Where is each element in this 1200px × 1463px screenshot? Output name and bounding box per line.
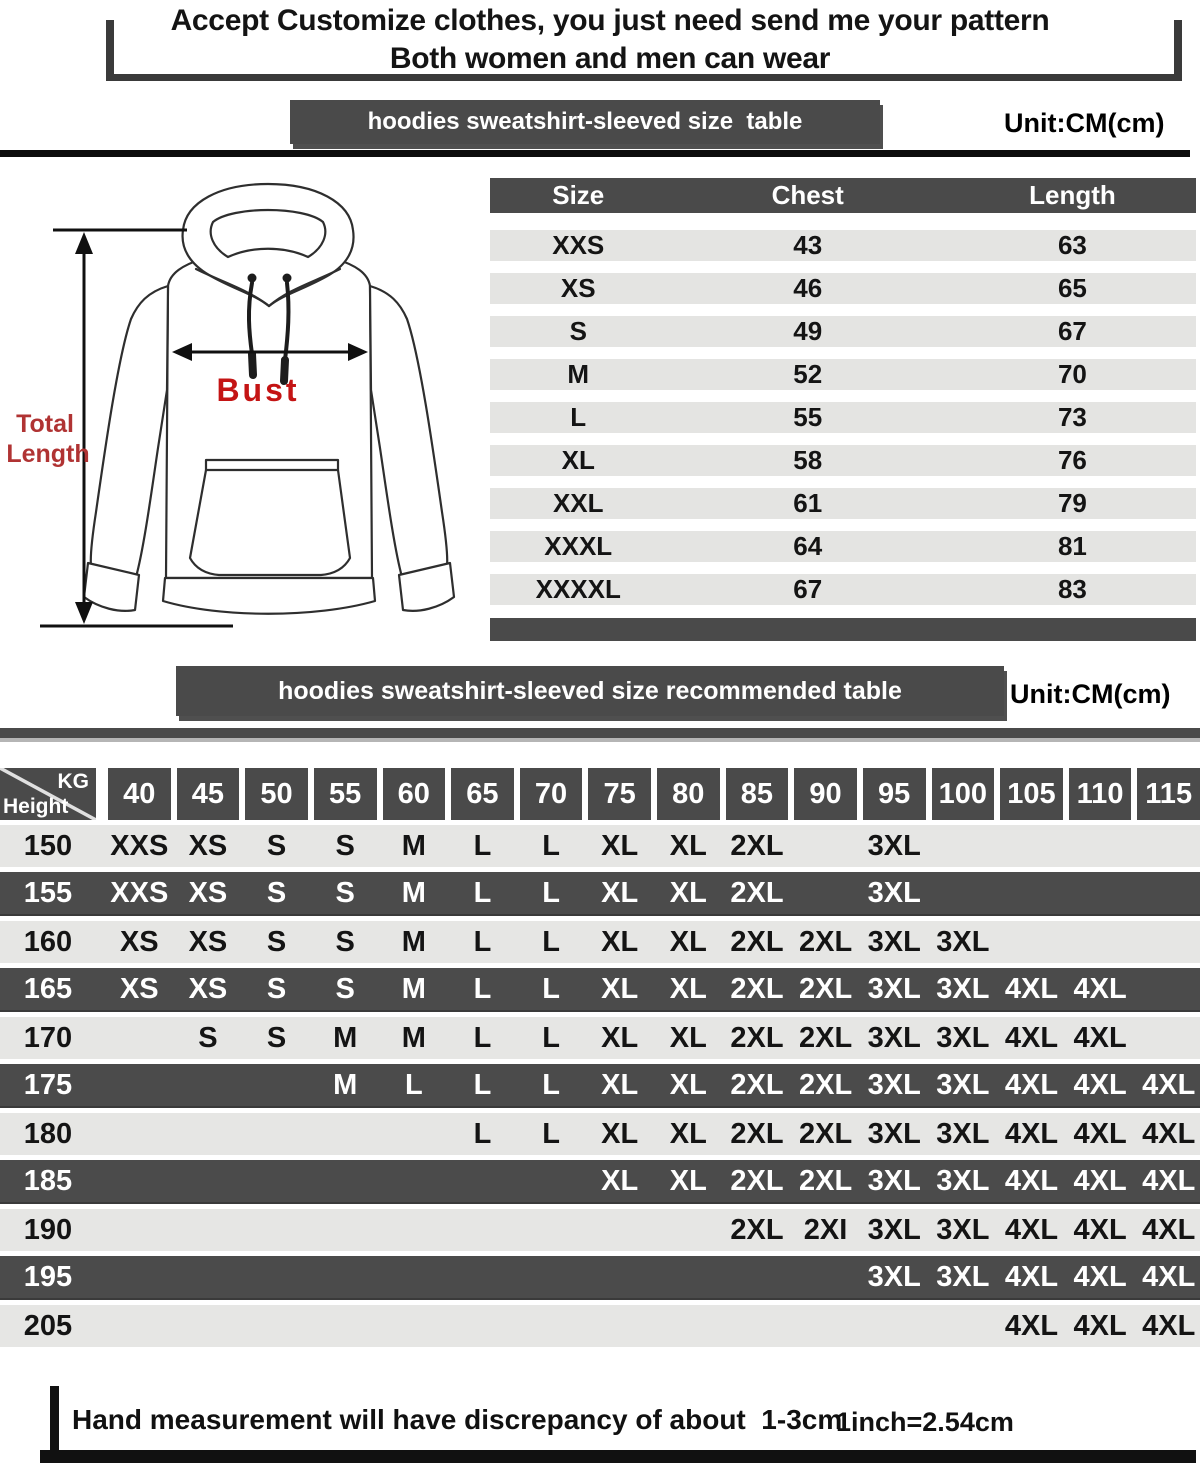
size-table-footer-bar — [490, 618, 1196, 641]
size-cell: 2XL — [798, 926, 853, 958]
size-cell — [1069, 825, 1132, 867]
size-cell — [657, 1256, 720, 1298]
length-cell: 65 — [1057, 273, 1087, 303]
size-cell: XS — [188, 877, 228, 909]
length-cell: 83 — [1057, 574, 1087, 604]
size-cell: XL — [669, 1118, 707, 1150]
table-row — [490, 445, 1196, 476]
weight-header-cell: 65 — [451, 768, 514, 820]
table-row — [0, 1064, 1200, 1108]
size-cell — [726, 1305, 789, 1347]
size-cell — [245, 1113, 308, 1155]
size-cell — [314, 1160, 377, 1202]
size-cell — [1137, 921, 1200, 963]
size-cell: M — [333, 1069, 358, 1101]
recommended-table-unit-label: Unit:CM(cm) — [1010, 679, 1171, 709]
size-cell: XXS — [552, 230, 605, 260]
size-cell — [383, 1305, 446, 1347]
size-cell — [108, 1064, 171, 1106]
size-cell: S — [198, 1022, 218, 1054]
size-cell — [451, 1256, 514, 1298]
size-cell: 2XL — [730, 830, 784, 862]
size-cell: XXS — [110, 830, 169, 862]
table-row — [0, 1113, 1200, 1155]
size-cell — [451, 1160, 514, 1202]
size-cell: 4XL — [1004, 1310, 1059, 1342]
size-cell — [1137, 1017, 1200, 1059]
table-row — [0, 1017, 1200, 1059]
size-cell — [520, 1305, 583, 1347]
size-cell: L — [473, 926, 492, 958]
size-cell — [314, 1305, 377, 1347]
size-cell: 4XL — [1004, 1022, 1059, 1054]
chest-cell: 49 — [793, 316, 823, 346]
length-cell: 81 — [1057, 531, 1087, 561]
size-cell: L — [542, 1022, 560, 1054]
size-cell: 3XL — [867, 1165, 921, 1197]
size-cell: 3XL — [936, 973, 990, 1005]
size-cell: XL — [601, 1022, 639, 1054]
size-cell — [1137, 872, 1200, 914]
size-cell: 4XL — [1142, 1118, 1196, 1150]
recommended-size-table — [0, 768, 1200, 1347]
size-cell — [245, 1160, 308, 1202]
size-cell — [1137, 825, 1200, 867]
size-cell: XL — [601, 1165, 639, 1197]
size-cell — [588, 1256, 651, 1298]
divider-line — [0, 150, 1190, 157]
size-cell: 4XL — [1142, 1310, 1196, 1342]
size-cell — [383, 1209, 446, 1251]
size-cell — [588, 1209, 651, 1251]
size-cell: XL — [669, 877, 707, 909]
size-cell: 3XL — [936, 1069, 990, 1101]
size-cell: 2XL — [730, 1069, 784, 1101]
size-cell — [177, 1160, 240, 1202]
recommended-table-body — [0, 825, 1200, 1347]
weight-header-cell: 70 — [520, 768, 583, 820]
size-cell — [726, 1256, 789, 1298]
chest-cell: 61 — [793, 488, 823, 518]
table-row — [0, 1256, 1200, 1300]
total-length-label-2: Length — [6, 440, 90, 468]
size-cell: M — [333, 1022, 358, 1054]
hoodie-left-sleeve — [91, 286, 168, 577]
height-cell: 165 — [23, 973, 73, 1005]
size-cell: L — [542, 1118, 560, 1150]
size-cell: 3XL — [867, 973, 921, 1005]
size-cell: 4XL — [1073, 1310, 1127, 1342]
size-cell: S — [266, 1022, 287, 1054]
size-cell — [108, 1160, 171, 1202]
size-cell: XL — [669, 973, 707, 1005]
table-row — [0, 1160, 1200, 1204]
size-cell: 3XL — [936, 1261, 990, 1293]
size-cell: 4XL — [1004, 1214, 1059, 1246]
height-cell: 195 — [23, 1261, 73, 1293]
size-cell: S — [569, 316, 587, 346]
weight-header-cell: 40 — [108, 768, 171, 820]
size-cell — [657, 1209, 720, 1251]
size-cell: 2XL — [798, 1022, 853, 1054]
size-cell: S — [335, 973, 355, 1005]
size-cell: 2XL — [798, 1069, 853, 1101]
size-cell: 3XL — [867, 1069, 921, 1101]
size-cell: XL — [601, 973, 639, 1005]
chest-cell: 46 — [793, 273, 823, 303]
size-cell — [108, 1209, 171, 1251]
size-cell: S — [335, 877, 355, 909]
size-cell: 4XL — [1073, 973, 1127, 1005]
size-cell: 2XL — [730, 1165, 784, 1197]
length-cell: 79 — [1057, 488, 1087, 518]
weight-header-cell: 60 — [383, 768, 446, 820]
size-cell: M — [401, 830, 426, 862]
size-cell: 4XL — [1073, 1214, 1127, 1246]
size-cell — [108, 1256, 171, 1298]
size-cell: XL — [601, 1069, 639, 1101]
size-cell — [245, 1305, 308, 1347]
height-cell: 175 — [23, 1069, 73, 1101]
size-cell: 2XL — [730, 926, 784, 958]
size-cell — [1069, 872, 1132, 914]
size-cell — [1137, 968, 1200, 1010]
size-cell: 2XL — [730, 973, 784, 1005]
size-cell: 2XL — [798, 1118, 853, 1150]
hoodie-measurement-diagram — [0, 160, 490, 660]
size-cell: XL — [601, 926, 639, 958]
table-row — [490, 316, 1196, 347]
size-cell — [451, 1305, 514, 1347]
size-cell: 3XL — [867, 926, 921, 958]
size-cell: XS — [119, 973, 159, 1005]
note-frame-bottom — [40, 1450, 1196, 1463]
size-cell — [1000, 825, 1063, 867]
size-cell — [245, 1064, 308, 1106]
weight-header-cell: 55 — [314, 768, 377, 820]
weight-header-cell: 100 — [932, 768, 995, 820]
size-cell: XXXXL — [535, 574, 621, 604]
size-cell — [794, 1256, 857, 1298]
size-cell: L — [542, 1069, 560, 1101]
section-divider-bar — [0, 728, 1200, 742]
table-row — [0, 921, 1200, 963]
size-cell: L — [542, 877, 560, 909]
size-cell: XL — [601, 830, 639, 862]
size-cell — [451, 1209, 514, 1251]
size-table-header-row — [490, 178, 1196, 213]
size-cell: XL — [669, 1022, 707, 1054]
size-cell: 3XL — [867, 877, 921, 909]
size-cell: 2XL — [730, 1118, 784, 1150]
size-cell: 3XL — [867, 1214, 921, 1246]
size-cell: L — [473, 1118, 492, 1150]
size-cell: 4XL — [1073, 1069, 1127, 1101]
size-cell — [794, 872, 857, 914]
size-table-rows — [490, 230, 1196, 605]
size-cell — [932, 872, 995, 914]
size-cell: L — [542, 926, 560, 958]
size-cell — [932, 825, 995, 867]
chest-cell: 67 — [793, 574, 823, 604]
table-row — [490, 230, 1196, 261]
size-cell — [794, 1305, 857, 1347]
table-row — [490, 531, 1196, 562]
table-row — [0, 1209, 1200, 1251]
size-cell — [108, 1113, 171, 1155]
hoodie-pocket — [190, 460, 350, 575]
chest-cell: 64 — [793, 531, 823, 561]
column-header: Chest — [771, 180, 844, 210]
size-cell — [383, 1113, 446, 1155]
size-cell — [177, 1113, 240, 1155]
size-cell: XL — [669, 1165, 707, 1197]
measurement-note: Hand measurement will have discrepancy of about 1-3cm — [72, 1404, 843, 1435]
size-cell: M — [401, 877, 426, 909]
table-row — [490, 402, 1196, 433]
size-cell: 3XL — [867, 1118, 921, 1150]
height-cell: 155 — [23, 877, 73, 909]
table-row — [490, 359, 1196, 390]
size-cell: 4XL — [1004, 1118, 1059, 1150]
column-header: Size — [552, 180, 605, 210]
bust-label: Bust — [216, 372, 300, 408]
size-cell: 4XL — [1004, 1165, 1059, 1197]
size-cell: 3XL — [936, 1165, 990, 1197]
size-cell — [314, 1113, 377, 1155]
table-row — [0, 872, 1200, 916]
table-row — [0, 968, 1200, 1012]
size-cell: L — [404, 1069, 423, 1101]
length-cell: 73 — [1057, 402, 1087, 432]
size-cell: 4XL — [1073, 1022, 1127, 1054]
size-cell: XL — [669, 830, 707, 862]
corner-header-cell — [0, 768, 96, 820]
height-cell: 205 — [23, 1310, 73, 1342]
height-cell: 185 — [23, 1165, 73, 1197]
size-cell — [1069, 921, 1132, 963]
recommended-table-banner: hoodies sweatshirt-sleeved size recommended table — [176, 666, 1004, 716]
height-cell: 150 — [23, 830, 73, 862]
size-cell: S — [266, 877, 287, 909]
weight-header-cell: 80 — [657, 768, 720, 820]
size-cell: S — [266, 926, 287, 958]
size-cell: XL — [669, 926, 707, 958]
size-cell: L — [542, 973, 560, 1005]
size-cell: L — [473, 1069, 492, 1101]
size-cell — [520, 1160, 583, 1202]
size-cell — [1000, 921, 1063, 963]
size-cell: L — [473, 877, 492, 909]
size-cell: L — [570, 402, 587, 432]
height-cell: 180 — [23, 1118, 73, 1150]
chest-cell: 52 — [793, 359, 823, 389]
size-cell: XXL — [552, 488, 604, 518]
chest-cell: 43 — [793, 230, 823, 260]
size-cell: 3XL — [936, 1214, 990, 1246]
weight-header-cell: 105 — [1000, 768, 1063, 820]
weight-header-cell: 95 — [863, 768, 926, 820]
size-cell — [108, 1017, 171, 1059]
chest-cell: 55 — [793, 402, 823, 432]
size-table-banner: hoodies sweatshirt-sleeved size table — [290, 100, 880, 144]
note-frame-left — [50, 1386, 59, 1452]
size-cell: S — [335, 830, 355, 862]
size-cell: 3XL — [936, 1022, 990, 1054]
size-cell — [245, 1256, 308, 1298]
size-cell: 2XL — [730, 877, 784, 909]
size-cell: L — [542, 830, 560, 862]
size-cell: L — [473, 1022, 492, 1054]
kg-label: KG — [57, 770, 89, 793]
size-cell: M — [567, 359, 590, 389]
table-row — [490, 574, 1196, 605]
size-cell: XXS — [110, 877, 169, 909]
table-row — [0, 825, 1200, 867]
size-cell: M — [401, 1022, 426, 1054]
size-cell — [108, 1305, 171, 1347]
size-cell: 4XL — [1142, 1214, 1196, 1246]
size-cell: 3XL — [867, 1261, 921, 1293]
size-cell — [520, 1256, 583, 1298]
weight-header-cell: 75 — [588, 768, 651, 820]
header-line-2: Both women and men can wear — [389, 42, 831, 75]
size-cell: 2XL — [730, 1214, 784, 1246]
size-cell — [1000, 872, 1063, 914]
size-cell: 3XL — [936, 926, 990, 958]
size-cell: 4XL — [1004, 1261, 1059, 1293]
size-cell: M — [401, 973, 426, 1005]
size-cell: XL — [601, 877, 639, 909]
length-cell: 76 — [1057, 445, 1087, 475]
table-row — [0, 1305, 1200, 1347]
size-cell: XL — [561, 445, 595, 475]
size-cell: XS — [560, 273, 596, 303]
size-cell: XL — [669, 1069, 707, 1101]
size-cell: 4XL — [1004, 1069, 1059, 1101]
size-cell — [588, 1305, 651, 1347]
size-cell: 4XL — [1142, 1069, 1196, 1101]
size-cell: L — [473, 973, 492, 1005]
height-cell: 160 — [23, 926, 73, 958]
height-cell: 170 — [23, 1022, 73, 1054]
weight-header-cell: 90 — [794, 768, 857, 820]
size-cell — [794, 825, 857, 867]
size-cell: 2XI — [803, 1214, 848, 1246]
size-cell: XS — [119, 926, 159, 958]
weight-header-cell: 110 — [1069, 768, 1132, 820]
size-cell — [314, 1209, 377, 1251]
size-cell: 3XL — [867, 1022, 921, 1054]
size-cell — [383, 1256, 446, 1298]
total-length-label: Total — [16, 410, 74, 438]
size-cell — [177, 1256, 240, 1298]
size-cell: XXXL — [544, 531, 613, 561]
size-cell: S — [335, 926, 355, 958]
size-cell: 2XL — [730, 1022, 784, 1054]
size-cell: 2XL — [798, 973, 853, 1005]
size-cell — [932, 1305, 995, 1347]
size-cell: M — [401, 926, 426, 958]
header-line-1: Accept Customize clothes, you just need send me your pattern — [170, 4, 1050, 37]
size-cell — [657, 1305, 720, 1347]
size-cell: 4XL — [1142, 1261, 1196, 1293]
hoodie-hem-band — [163, 578, 375, 614]
size-cell — [314, 1256, 377, 1298]
size-cell: S — [266, 973, 287, 1005]
table-row — [490, 273, 1196, 304]
size-cell — [383, 1160, 446, 1202]
size-cell — [520, 1209, 583, 1251]
weight-header-cell: 45 — [177, 768, 240, 820]
length-cell: 67 — [1057, 316, 1087, 346]
size-cell: 3XL — [936, 1118, 990, 1150]
size-table — [490, 178, 1196, 641]
length-cell: 70 — [1057, 359, 1087, 389]
length-cell: 63 — [1057, 230, 1087, 260]
size-cell: S — [266, 830, 287, 862]
hoodie-right-sleeve — [370, 286, 447, 577]
size-cell: 4XL — [1142, 1165, 1196, 1197]
size-cell: 4XL — [1004, 973, 1059, 1005]
size-cell: XS — [188, 926, 228, 958]
size-cell: 4XL — [1073, 1118, 1127, 1150]
height-cell: 190 — [23, 1214, 73, 1246]
inch-conversion-note: 1inch=2.54cm — [836, 1407, 1014, 1437]
weight-header-cell: 115 — [1137, 768, 1200, 820]
size-cell — [177, 1305, 240, 1347]
chest-cell: 58 — [793, 445, 823, 475]
size-cell: XS — [188, 830, 228, 862]
size-cell: 3XL — [867, 830, 921, 862]
size-cell: XS — [188, 973, 228, 1005]
size-cell: 4XL — [1073, 1261, 1127, 1293]
size-cell: 2XL — [798, 1165, 853, 1197]
size-cell — [863, 1305, 926, 1347]
size-cell: 4XL — [1073, 1165, 1127, 1197]
column-header: Length — [1029, 180, 1116, 210]
size-cell: XL — [601, 1118, 639, 1150]
size-cell — [177, 1064, 240, 1106]
size-cell: L — [473, 830, 492, 862]
size-cell — [177, 1209, 240, 1251]
weight-header-cell: 85 — [726, 768, 789, 820]
size-cell — [245, 1209, 308, 1251]
recommended-table-header-row — [0, 768, 1200, 820]
height-label: Height — [3, 795, 69, 818]
weight-header-cell: 50 — [245, 768, 308, 820]
table-row — [490, 488, 1196, 519]
size-table-unit-label: Unit:CM(cm) — [1004, 108, 1165, 138]
